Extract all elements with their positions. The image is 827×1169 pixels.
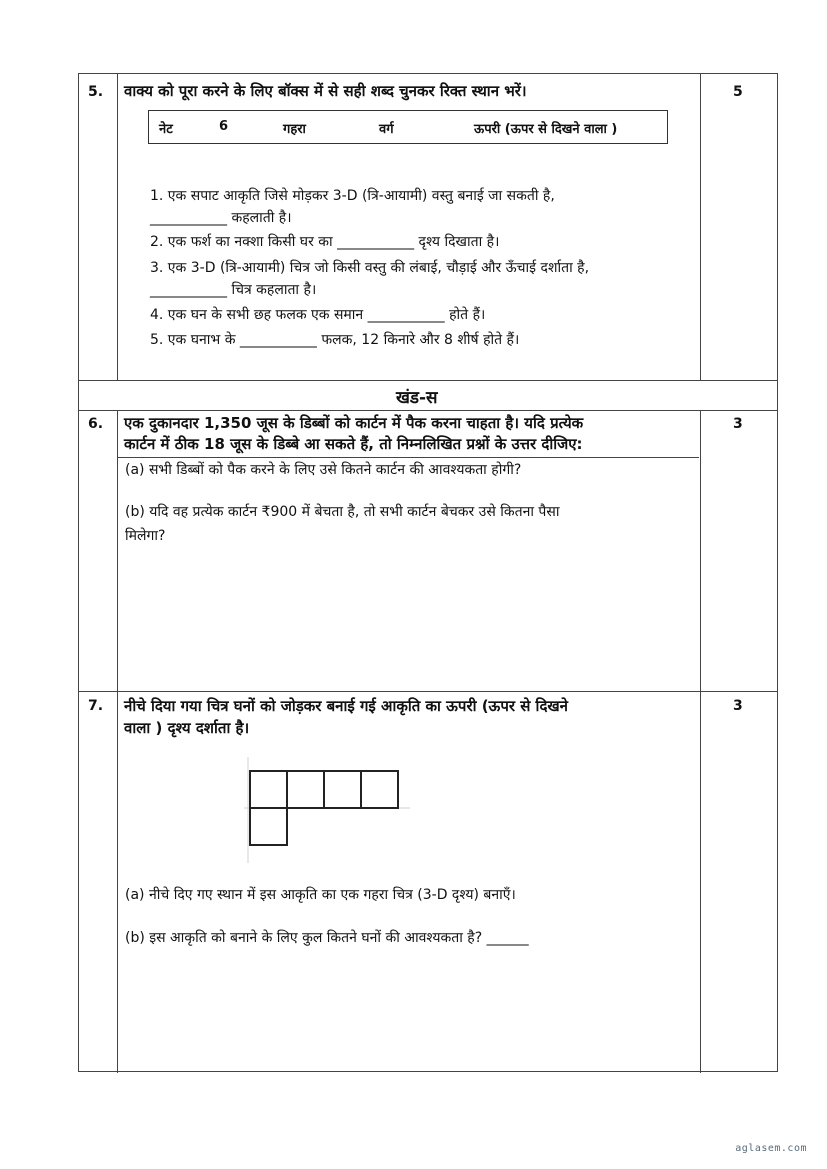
cube-square <box>250 771 287 808</box>
word-option: नेट <box>159 122 173 137</box>
word-option: वर्ग <box>379 122 394 137</box>
col-divider <box>700 410 701 1073</box>
row-divider <box>79 691 777 692</box>
q5-item-4: 4. एक घन के सभी छह फलक एक समान ___________ होते हैं। <box>150 307 486 323</box>
q7-part-a: (a) नीचे दिए गए स्थान में इस आकृति का एक गहरा चित्र (3-D दृश्य) बनाएँ। <box>125 887 516 903</box>
watermark: aglasem.com <box>735 1143 807 1154</box>
cube-square <box>287 771 324 808</box>
q6-marks: 3 <box>733 416 743 432</box>
q5-number: 5. <box>88 84 104 100</box>
row-divider <box>117 457 699 458</box>
cube-square <box>250 808 287 845</box>
top-row-squares <box>250 771 398 808</box>
q5-item-2: 2. एक फर्श का नक्शा किसी घर का ___________ दृश्य दिखाता है। <box>150 234 500 250</box>
q5-prompt: वाक्य को पूरा करने के लिए बॉक्स में से सही शब्द चुनकर रिक्त स्थान भरें। <box>124 82 527 100</box>
q5-item-3-cont: ___________ चित्र कहलाता है। <box>150 282 317 298</box>
word-option: 6 <box>219 119 229 134</box>
section-title: खंड-स <box>396 388 438 408</box>
q5-marks: 5 <box>733 84 743 100</box>
col-divider <box>117 410 118 1073</box>
q5-item-5: 5. एक घनाभ के ___________ फलक, 12 किनारे और 8 शीर्ष होते हैं। <box>150 332 520 348</box>
bottom-row-squares <box>250 808 287 845</box>
col-divider <box>700 74 701 381</box>
col-divider <box>117 74 118 381</box>
top-view-figure <box>244 755 414 865</box>
row-divider <box>79 410 777 411</box>
q6-part-b-line2: मिलेगा? <box>125 528 166 544</box>
cube-square <box>324 771 361 808</box>
q7-marks: 3 <box>733 698 743 714</box>
row-divider <box>79 380 777 381</box>
q7-number: 7. <box>88 698 104 714</box>
cube-square <box>361 771 398 808</box>
word-option: ऊपरी (ऊपर से दिखने वाला ) <box>474 122 618 137</box>
q7-part-b: (b) इस आकृति को बनाने के लिए कुल कितने घनों की आवश्यकता है? ______ <box>125 930 529 946</box>
q5-item-3: 3. एक 3-D (त्रि-आयामी) चित्र जो किसी वस्तु की लंबाई, चौड़ाई और ऊँचाई दर्शाता है, <box>150 260 590 276</box>
q7-prompt-line1: नीचे दिया गया चित्र घनों को जोड़कर बनाई गई आकृति का ऊपरी (ऊपर से दिखने <box>124 697 569 715</box>
word-box <box>148 110 668 144</box>
q5-item-1: 1. एक सपाट आकृति जिसे मोड़कर 3-D (त्रि-आयामी) वस्तु बनाई जा सकती है, <box>150 188 555 204</box>
word-option: गहरा <box>283 122 306 137</box>
q6-prompt-line1: एक दुकानदार 1,350 जूस के डिब्बों को कार्टन में पैक करना चाहता है। यदि प्रत्येक <box>124 414 584 432</box>
q6-prompt-line2: कार्टन में ठीक 18 जूस के डिब्बे आ सकते हैं, तो निम्नलिखित प्रश्नों के उत्तर दीजिए: <box>124 435 583 453</box>
q5-item-1-cont: ___________ कहलाती है। <box>150 210 292 226</box>
q6-number: 6. <box>88 416 104 432</box>
q7-prompt-line2: वाला ) दृश्य दर्शाता है। <box>124 719 250 737</box>
q6-part-b-line1: (b) यदि वह प्रत्येक कार्टन ₹900 में बेचता है, तो सभी कार्टन बेचकर उसे कितना पैसा <box>125 504 560 520</box>
q6-part-a: (a) सभी डिब्बों को पैक करने के लिए उसे कितने कार्टन की आवश्यकता होगी? <box>125 462 522 478</box>
